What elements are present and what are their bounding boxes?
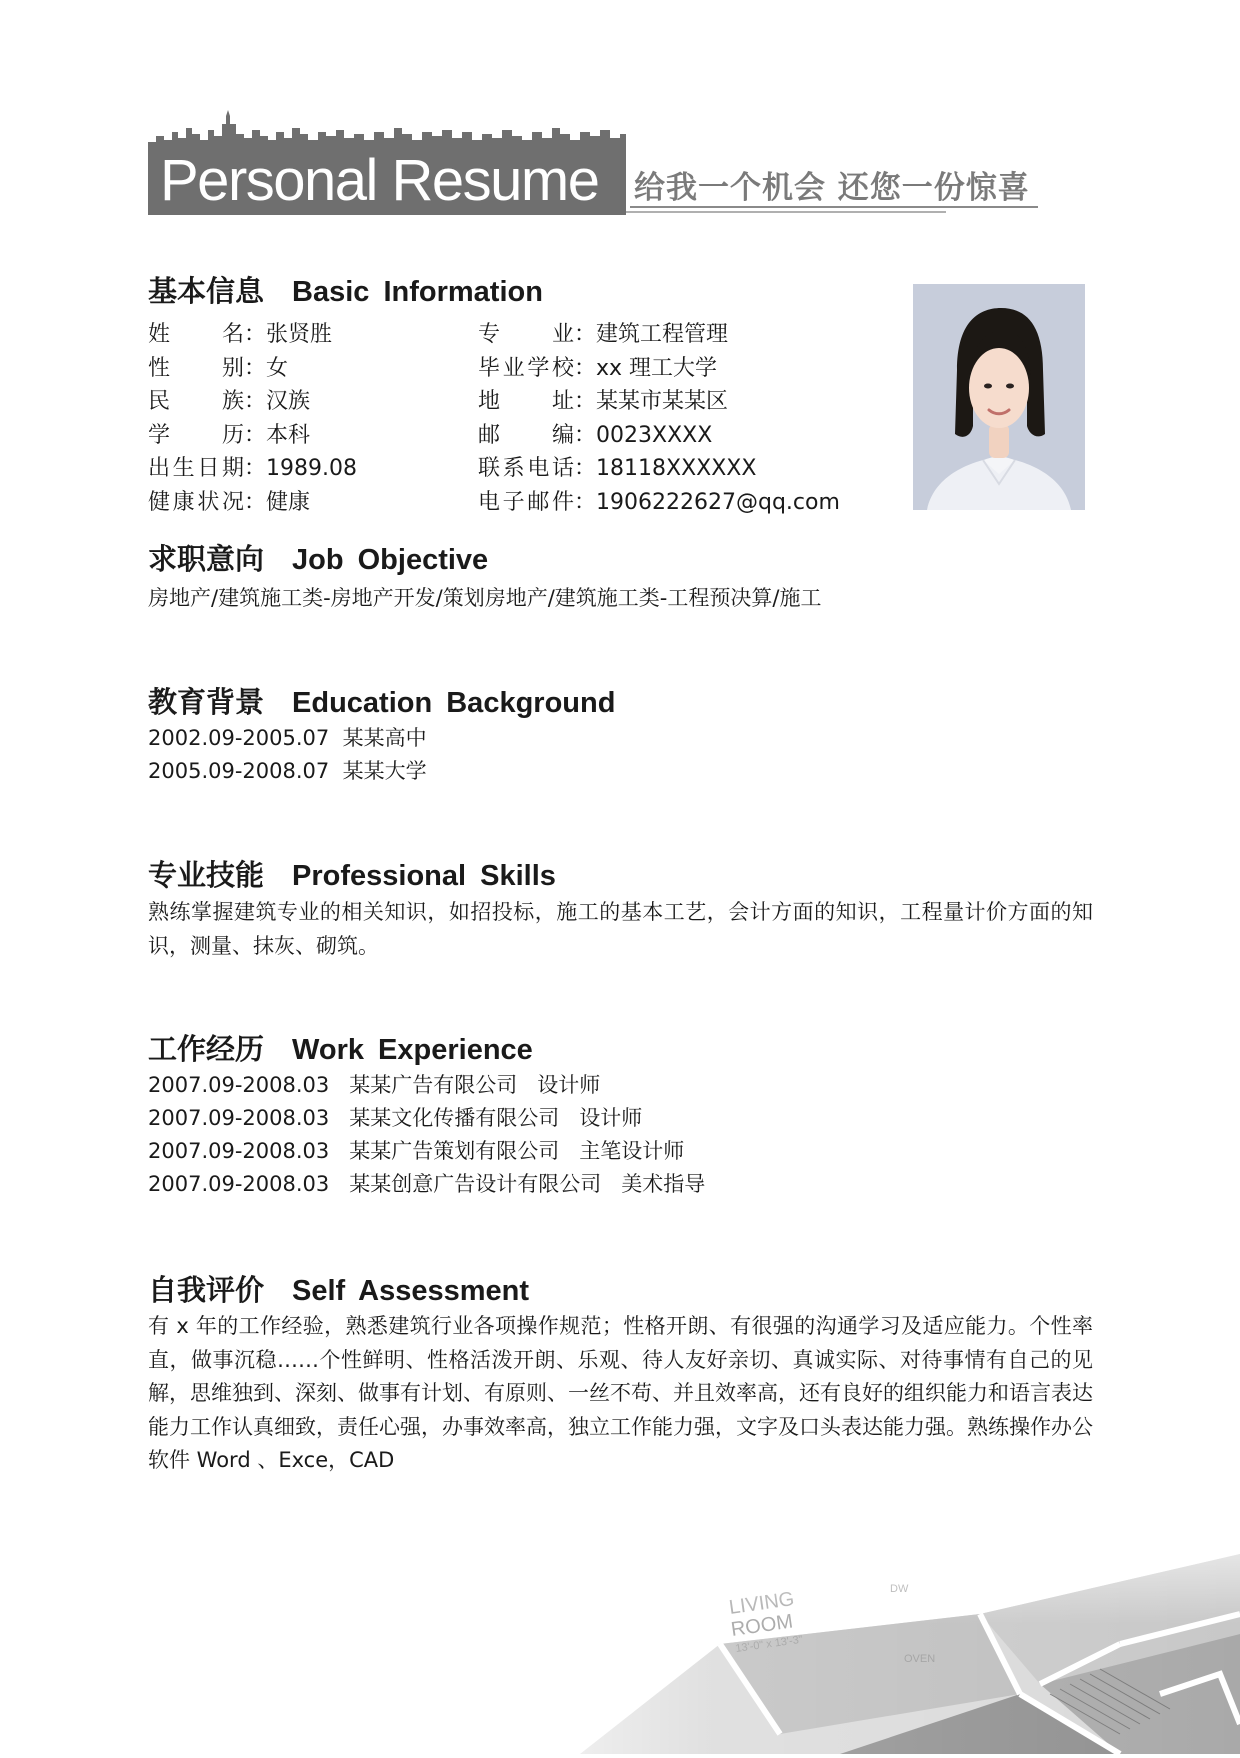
work-heading-cn: 工作经历 — [148, 1032, 265, 1066]
job-objective-heading-en: Job Objective — [292, 544, 489, 576]
info-label: 民族 — [148, 389, 244, 414]
job-objective-text: 房地产/建筑施工类-房地产开发/策划房地产/建筑施工类-工程预决算/施工 — [148, 586, 822, 610]
assessment-section — [148, 1272, 1093, 1478]
floorplan-graphic — [420, 1494, 1240, 1754]
slogan-underline-secondary — [626, 211, 946, 213]
info-label: 邮编 — [478, 422, 574, 448]
education-item: 2005.09-2008.07 某某大学 — [148, 759, 427, 783]
info-value: 建筑工程管理 — [596, 322, 729, 347]
basic-info-left-column — [148, 318, 357, 519]
info-row-school — [478, 352, 840, 386]
profile-photo — [913, 284, 1085, 510]
colon: ： — [574, 355, 597, 381]
colon: ： — [244, 422, 267, 448]
basic-info-right-column — [478, 318, 840, 519]
info-label: 出生日期 — [148, 456, 244, 481]
work-role: 主笔设计师 — [579, 1139, 685, 1163]
work-heading-en: Work Experience — [292, 1034, 533, 1066]
floorplan-decoration — [420, 1494, 1240, 1754]
info-value: 18118XXXXXX — [596, 456, 757, 481]
colon: ： — [574, 322, 597, 347]
portrait-illustration — [913, 284, 1085, 510]
info-value: 汉族 — [266, 389, 311, 414]
info-label: 电子邮件 — [478, 489, 574, 515]
info-row-email — [478, 486, 840, 520]
info-row-postcode — [478, 419, 840, 453]
info-row-gender — [148, 352, 357, 386]
education-heading-en: Education Background — [292, 687, 616, 719]
assessment-heading-cn: 自我评价 — [148, 1273, 265, 1307]
header-banner — [148, 110, 1038, 215]
work-company: 某某创意广告设计有限公司 — [349, 1172, 602, 1196]
colon: ： — [244, 456, 267, 481]
work-company: 某某文化传播有限公司 — [349, 1106, 560, 1130]
colon: ： — [244, 489, 267, 515]
info-row-phone — [478, 452, 840, 486]
work-period: 2007.09-2008.03 — [148, 1073, 330, 1097]
info-row-major — [478, 318, 840, 352]
assessment-text: 有 x 年的工作经验，熟悉建筑行业各项操作规范；性格开朗、有很强的沟通学习及适应能力。个性率直，做事沉稳……个性鲜明、性格活泼开朗、乐观、待人友好亲切、真诚实际、对待事情有自己的见解，思维独到、深刻、做事有计划、有原则、一丝不苟、并且效率高，还有良好的组织能力和语言表达能力工作认真细致，责任心强，办事效率高，独立工作能力强，文字及口头表达能力强。熟练操作办公软件 Word 、Exce，CAD — [148, 1314, 1093, 1472]
skills-text: 熟练掌握建筑专业的相关知识，如招投标，施工的基本工艺，会计方面的知识，工程量计价方面的知识，测量、抹灰、砌筑。 — [148, 900, 1093, 958]
work-period: 2007.09-2008.03 — [148, 1139, 330, 1163]
resume-slogan: 给我一个机会 还您一份惊喜 — [634, 170, 1030, 206]
skills-heading-cn: 专业技能 — [148, 858, 265, 892]
info-label: 联系电话 — [478, 456, 574, 481]
info-value: xx 理工大学 — [596, 355, 718, 381]
info-label: 姓名 — [148, 322, 244, 347]
work-period: 2007.09-2008.03 — [148, 1106, 330, 1130]
skills-heading-en: Professional Skills — [292, 860, 556, 892]
work-company: 某某广告策划有限公司 — [349, 1139, 560, 1163]
work-role: 美术指导 — [621, 1172, 706, 1196]
colon: ： — [574, 422, 597, 448]
education-item: 2002.09-2005.07 某某高中 — [148, 726, 427, 750]
info-label: 健康状况 — [148, 489, 244, 515]
job-objective-section — [148, 541, 821, 615]
info-value: 张贤胜 — [266, 322, 333, 347]
colon: ： — [244, 355, 267, 381]
job-objective-heading-cn: 求职意向 — [148, 542, 265, 576]
info-value: 本科 — [266, 422, 311, 448]
work-company: 某某广告有限公司 — [349, 1073, 518, 1097]
info-label: 学历 — [148, 422, 244, 448]
basic-info-heading — [148, 273, 543, 310]
info-label: 专业 — [478, 322, 574, 347]
work-item — [148, 1069, 705, 1102]
info-label: 地址 — [478, 389, 574, 414]
work-section — [148, 1031, 705, 1201]
info-value: 1989.08 — [266, 456, 357, 481]
work-period: 2007.09-2008.03 — [148, 1172, 330, 1196]
slogan-underline — [630, 206, 1038, 208]
info-row-degree — [148, 419, 357, 453]
basic-info-heading-en: Basic Information — [292, 276, 543, 308]
work-role: 设计师 — [537, 1073, 601, 1097]
info-value: 0023XXXX — [596, 422, 713, 448]
work-item — [148, 1168, 705, 1201]
info-row-name — [148, 318, 357, 352]
colon: ： — [574, 456, 597, 481]
work-role: 设计师 — [579, 1106, 643, 1130]
work-item — [148, 1135, 705, 1168]
info-row-address — [478, 385, 840, 419]
info-value: 某某市某某区 — [596, 389, 729, 414]
info-value: 健康 — [266, 489, 311, 515]
education-heading-cn: 教育背景 — [148, 685, 265, 719]
info-row-ethnicity — [148, 385, 357, 419]
colon: ： — [244, 322, 267, 347]
colon: ： — [244, 389, 267, 414]
info-value: 女 — [266, 355, 289, 381]
colon: ： — [574, 489, 597, 515]
colon: ： — [574, 389, 597, 414]
info-row-health — [148, 486, 357, 520]
resume-title: Personal Resume — [160, 148, 599, 213]
basic-info-heading-cn: 基本信息 — [148, 274, 265, 308]
assessment-heading-en: Self Assessment — [292, 1275, 530, 1307]
info-value: 1906222627@qq.com — [596, 489, 840, 515]
info-label: 性别 — [148, 355, 244, 381]
education-section — [148, 684, 615, 788]
info-label: 毕业学校 — [478, 355, 574, 381]
skills-section — [148, 857, 1093, 963]
info-row-birthdate — [148, 452, 357, 486]
work-item — [148, 1102, 705, 1135]
